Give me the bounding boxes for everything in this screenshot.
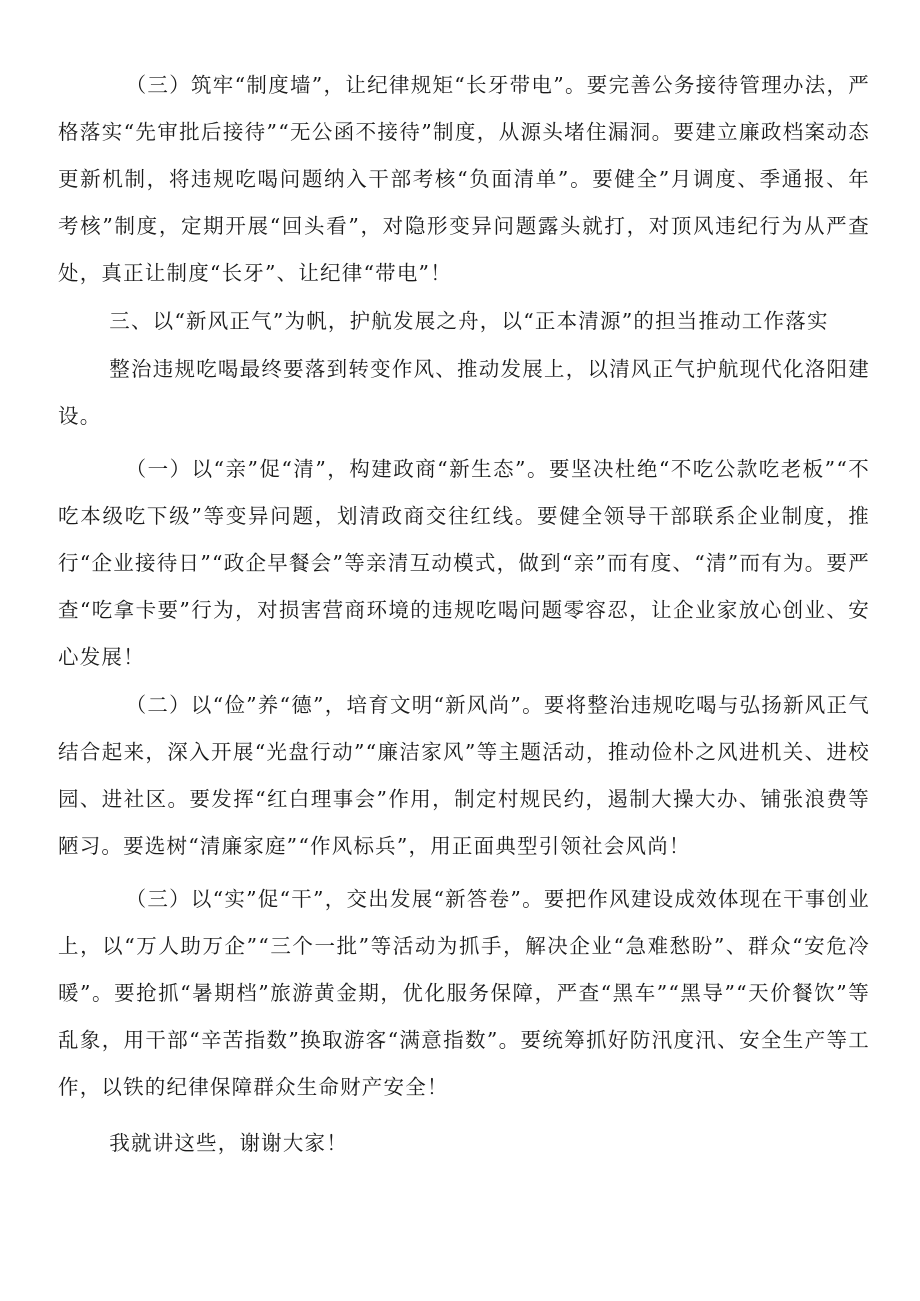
closing-remark: 我就讲这些，谢谢大家！ [109, 1131, 348, 1155]
paragraph-business-ecology: （一）以“亲”促“清”，构建政商“新生态”。要坚决杜绝“不吃公款吃老板”“不吃本级吃下级”等变异问题，划清政商交往红线。要健全领导干部联系企业制度，推行“企业接待日”“政企早餐会”等亲清互动模式，做到“亲”而有度、“清”而有为。要严查“吃拿卡要”行为，对损害营商环境的违规吃喝问题零容忍，让企业家放心创业、安心发展！ [58, 457, 870, 669]
paragraph-institution-wall: （三）筑牢“制度墙”，让纪律规矩“长牙带电”。要完善公务接待管理办法，严格落实“先审批后接待”“无公函不接待”制度，从源头堵住漏洞。要建立廉政档案动态更新机制，将违规吃喝问题纳入干部考核“负面清单”。要健全”月调度、季通报、年考核”制度，定期开展“回头看”，对隐形变异问题露头就打，对顶风违纪行为从严查处，真正让制度“长牙”、让纪律“带电”！ [58, 73, 870, 285]
section-heading-three: 三、以“新风正气”为帆，护航发展之舟，以“正本清源”的担当推动工作落实 [109, 309, 829, 333]
paragraph-development-answers: （三）以“实”促“干”，交出发展“新答卷”。要把作风建设成效体现在干事创业上，以“万人助万企”“三个一批”等活动为抓手，解决企业“急难愁盼”、群众“安危冷暖”。要抢抓“暑期档”旅游黄金期，优化服务保障，严查“黑车”“黑导”“天价餐饮”等乱象，用干部“辛苦指数”换取游客“满意指数”。要统筹抓好防汛度汛、安全生产等工作，以铁的纪律保障群众生命财产安全！ [58, 887, 870, 1099]
paragraph-section-intro: 整治违规吃喝最终要落到转变作风、推动发展上，以清风正气护航现代化洛阳建设。 [58, 357, 870, 428]
paragraph-civilized-customs: （二）以“俭”养“德”，培育文明“新风尚”。要将整治违规吃喝与弘扬新风正气结合起来，深入开展“光盘行动”“廉洁家风”等主题活动，推动俭朴之风进机关、进校园、进社区。要发挥“红白理事会”作用，制定村规民约，遏制大操大办、铺张浪费等陋习。要选树“清廉家庭”“作风标兵”，用正面典型引领社会风尚！ [58, 693, 870, 858]
